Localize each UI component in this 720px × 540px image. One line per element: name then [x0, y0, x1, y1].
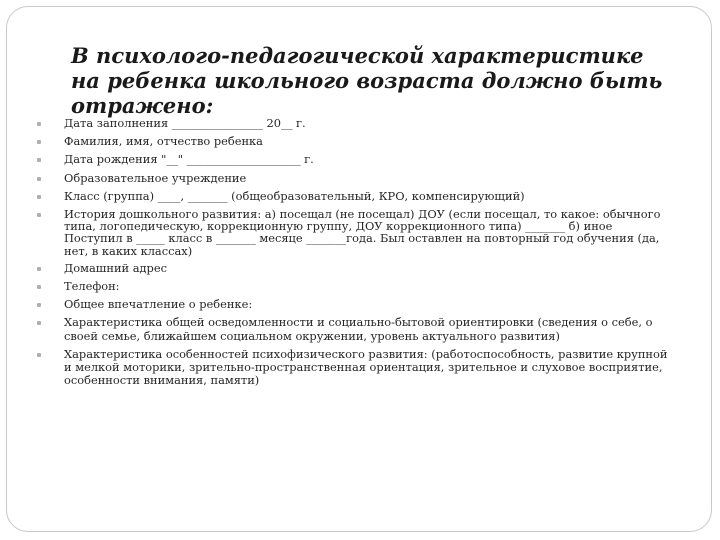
bullet-icon: [37, 158, 41, 162]
list-item: [7, 262, 707, 275]
list-item-text: Домашний адрес: [64, 260, 167, 275]
bullet-icon: [37, 353, 41, 357]
slide-title: В психолого-педагогической характеристике на ребенка школьного возраста должно быть отражено:: [71, 43, 663, 118]
list-item: [7, 153, 707, 166]
slide-frame: [6, 6, 712, 532]
list-item: [7, 135, 707, 148]
list-item-text: Образовательное учреждение: [64, 170, 247, 185]
list-item-text: Дата заполнения ________________ 20__ г.: [64, 116, 306, 130]
list-item-text: Общее впечатление о ребенке:: [64, 297, 253, 312]
bullet-icon: [37, 321, 41, 325]
list-item-text: Класс (группа) ____, _______ (общеобразовательный, КРО, компенсирующий): [64, 188, 525, 203]
list-item-text: Характеристика общей осведомленности и социально-бытовой ориентировки (сведения о себе, о своей семье, ближайшем социальном окружении, уровень актуального развития): [64, 315, 653, 343]
list-item: [7, 316, 707, 342]
bullet-icon: [37, 213, 41, 217]
requirements-list: [7, 117, 707, 392]
list-item: [7, 298, 707, 311]
bullet-icon: [37, 303, 41, 307]
list-item: [7, 117, 707, 130]
bullet-icon: [37, 140, 41, 144]
bullet-icon: [37, 177, 41, 181]
list-item: [7, 280, 707, 293]
list-item: [7, 172, 707, 185]
list-item: [7, 348, 707, 388]
list-item-text: Дата рождения "__" ____________________ г.: [64, 152, 314, 167]
bullet-icon: [37, 285, 41, 289]
list-item-text: Характеристика особенностей психофизического развития: (работоспособность, развитие крупной и мелкой моторики, зрительно-пространственная ориентация, зрительное и слуховое восприятие, особенности внимания, памяти): [64, 346, 668, 388]
list-item-text: Телефон:: [64, 279, 120, 294]
bullet-icon: [37, 195, 41, 199]
list-item: [7, 190, 707, 203]
bullet-icon: [37, 267, 41, 271]
list-item-text: История дошкольного развития: а) посещал (не посещал) ДОУ (если посещал, то какое: обычного типа, логопедическую, коррекционную группу, ДОУ коррекционного типа) _______ б) иное Поступил в _____ класс в _______ месяце _______года. Был оставлен на повторный год обучения (да, нет, в каких классах): [64, 207, 661, 258]
list-item-text: Фамилия, имя, отчество ребенка: [64, 134, 263, 149]
bullet-icon: [37, 122, 41, 126]
list-item: [7, 208, 707, 257]
